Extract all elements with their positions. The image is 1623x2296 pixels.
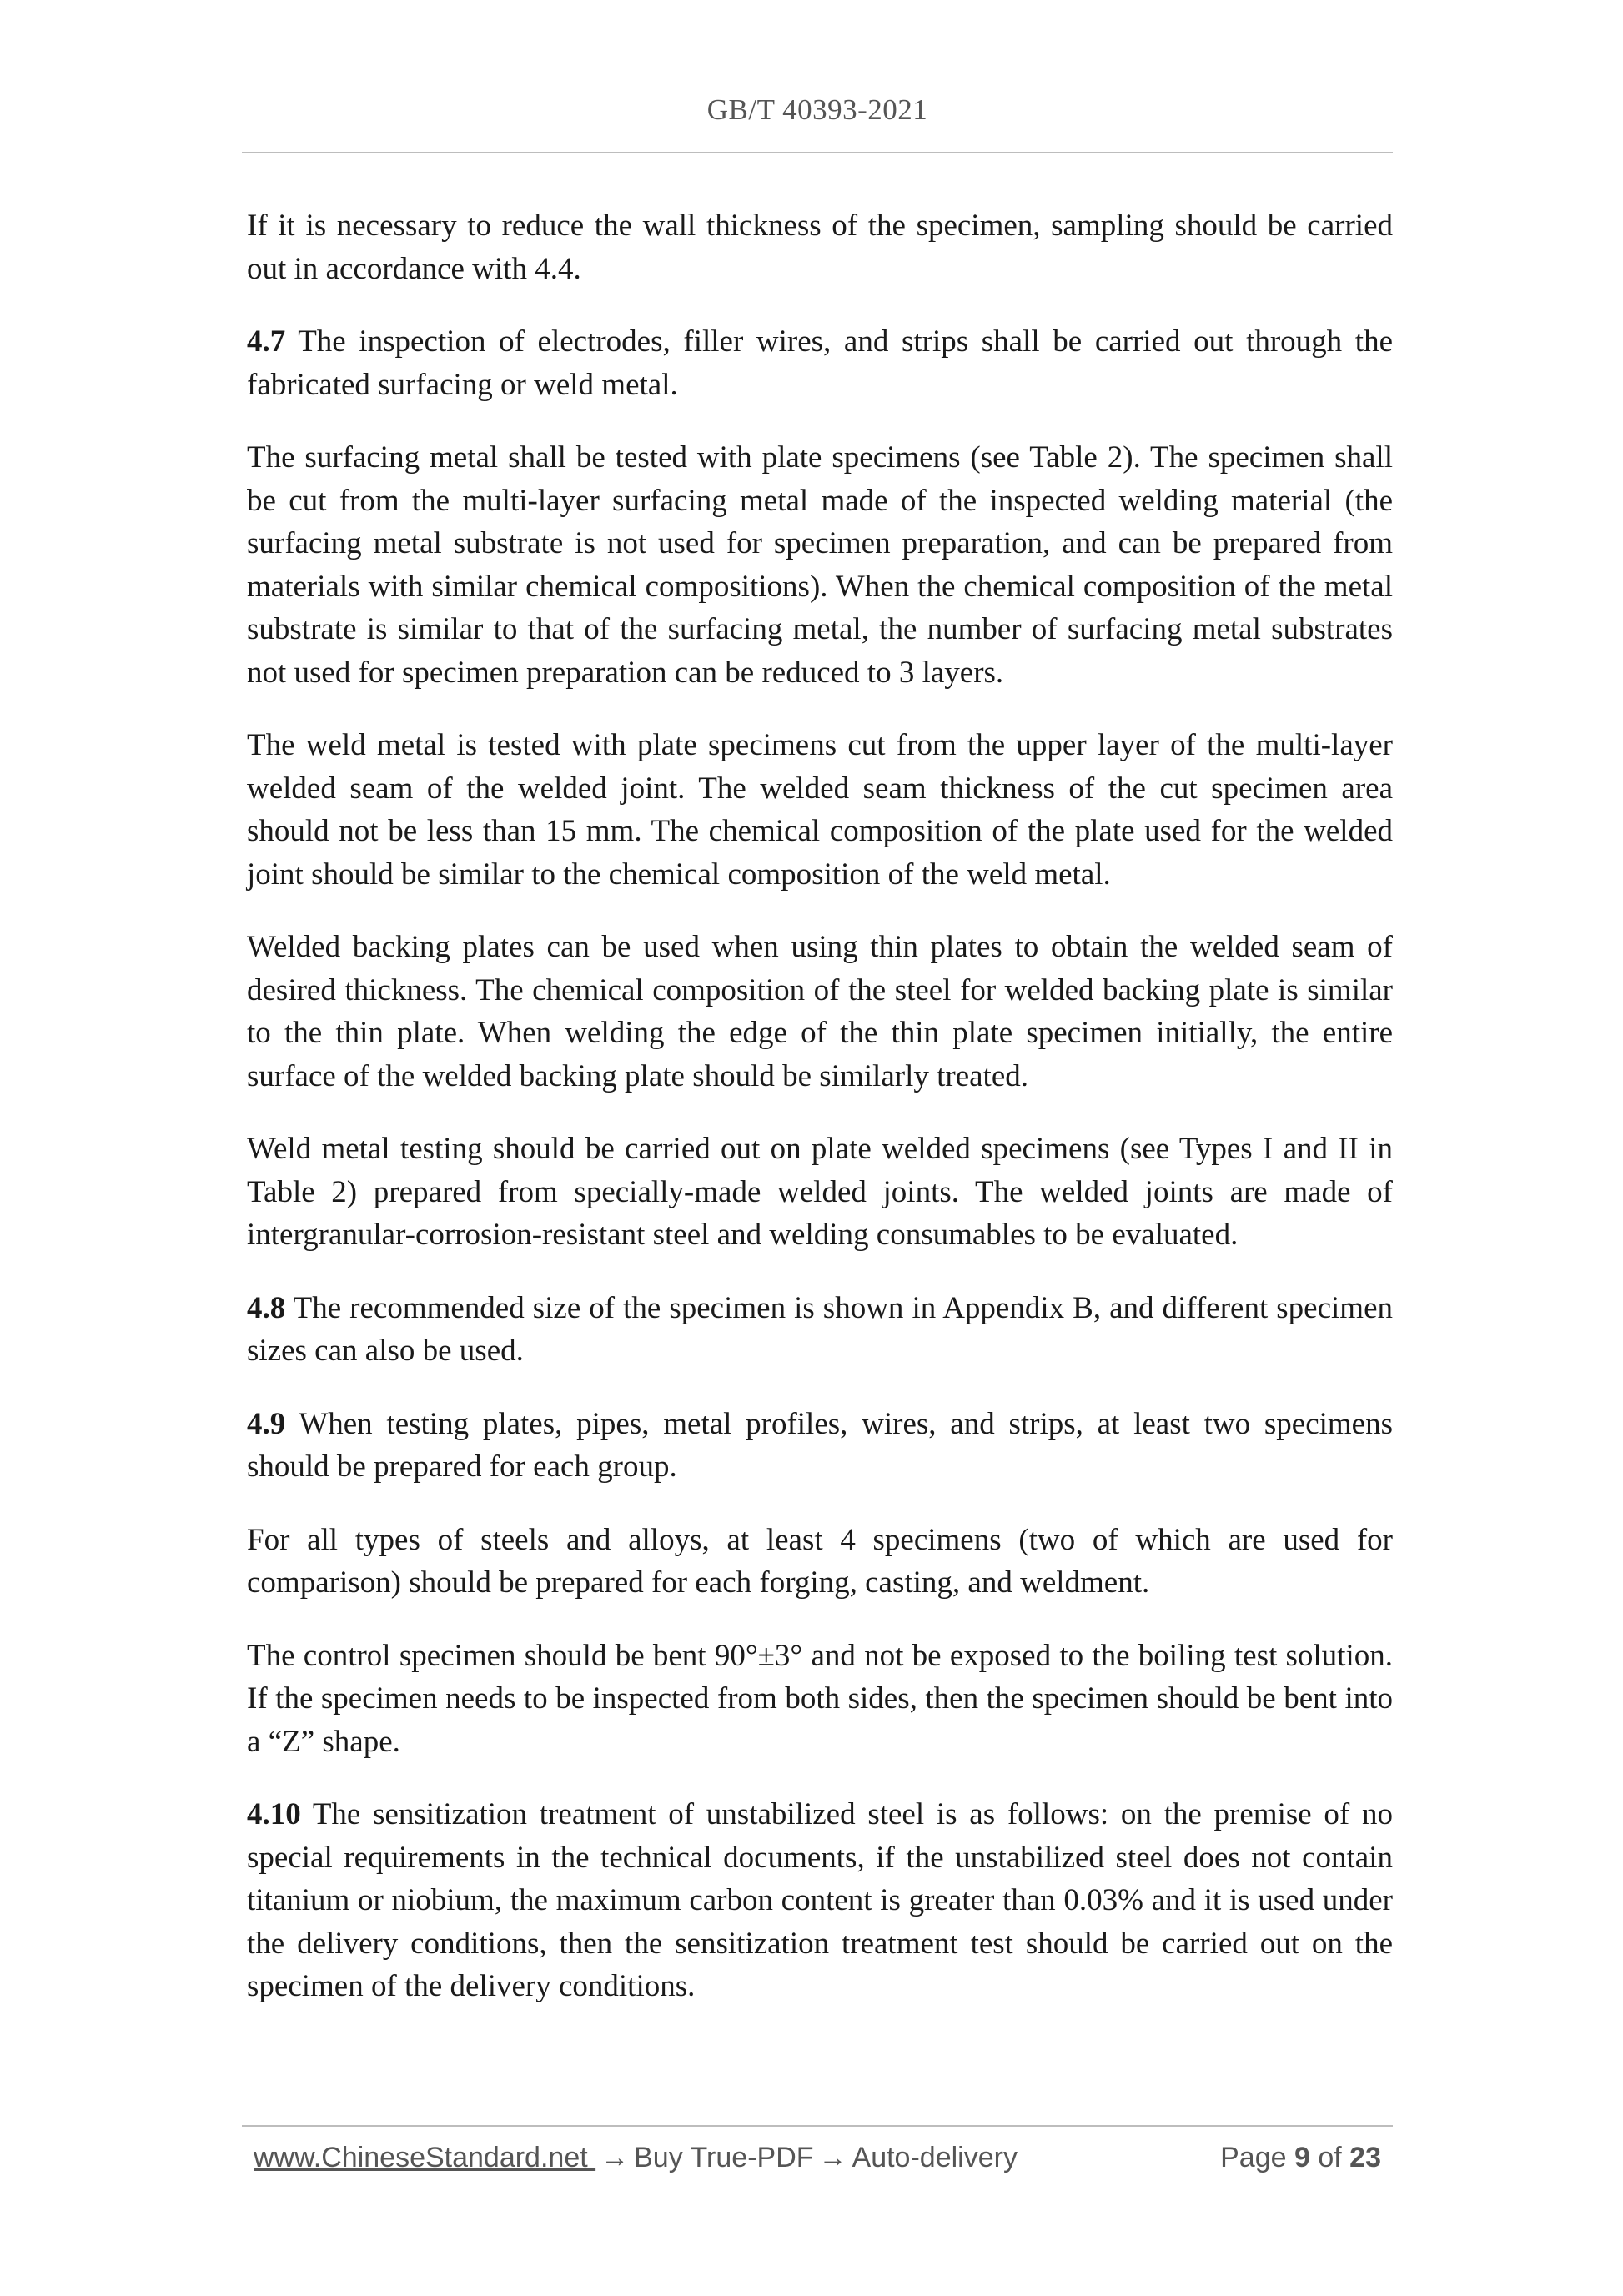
- footer-promo: [254, 2142, 1018, 2174]
- paragraph: [247, 1519, 1393, 1605]
- of-label: of: [1318, 2142, 1342, 2173]
- paragraph-text: Weld metal testing should be carried out on plate welded specimens (see Types I and II in Table 2) prepared from specially-made welded joints. The welded joints are made of intergranular-corrosion-resistant steel and welding consumables to be evaluated.: [247, 1132, 1393, 1252]
- paragraph: [247, 1635, 1393, 1764]
- section-number: 4.7: [247, 324, 286, 359]
- paragraph: [247, 1287, 1393, 1373]
- paragraph-text: The surfacing metal shall be tested with plate specimens (see Table 2). The specimen shall be cut from the multi-layer surfacing metal made of the inspected welding material (the surfacing metal substrate is not used for specimen preparation, and can be prepared from materials with similar chemical compositions). When the chemical composition of the metal substrate is similar to that of the surfacing metal, the number of surfacing metal substrates not used for specimen preparation can be reduced to 3 layers.: [247, 440, 1393, 690]
- buy-pdf-text: Buy True-PDF: [634, 2142, 814, 2173]
- paragraph-text: The control specimen should be bent 90°±3° and not be exposed to the boiling test solution. If the specimen needs to be inspected from both sides, then the specimen should be bent into a “Z” shape.: [247, 1638, 1393, 1759]
- total-page-number: 23: [1349, 2142, 1381, 2173]
- arrow-right-icon: →: [818, 2142, 847, 2173]
- paragraph: [247, 926, 1393, 1098]
- auto-delivery-text: Auto-delivery: [852, 2142, 1018, 2173]
- paragraph: [247, 436, 1393, 694]
- paragraph-text: The inspection of electrodes, filler wires, and strips shall be carried out through the fabricated surfacing or weld metal.: [247, 324, 1393, 402]
- page-indicator: [1220, 2142, 1381, 2174]
- paragraph-text: When testing plates, pipes, metal profiles, wires, and strips, at least two specimens should be prepared for each group.: [247, 1406, 1393, 1484]
- header-divider: [242, 152, 1393, 153]
- document-body: [247, 204, 1393, 2038]
- paragraph-text: The recommended size of the specimen is shown in Appendix B, and different specimen sizes can also be used.: [247, 1290, 1393, 1368]
- paragraph: [247, 320, 1393, 406]
- page-header: GB/T 40393-2021: [706, 93, 928, 126]
- footer-divider: [242, 2125, 1393, 2127]
- paragraph: [247, 724, 1393, 896]
- current-page-number: 9: [1294, 2142, 1310, 2173]
- paragraph-text: The sensitization treatment of unstabilized steel is as follows: on the premise of no special requirements in the technical documents, if the unstabilized steel does not contain titanium or niobium, the maximum carbon content is greater than 0.03% and it is used under the delivery conditions, then the sensitization treatment test should be carried out on the specimen of the delivery conditions.: [247, 1797, 1393, 2003]
- paragraph-text: For all types of steels and alloys, at least 4 specimens (two of which are used for comparison) should be prepared for each forging, casting, and weldment.: [247, 1522, 1393, 1600]
- section-number: 4.9: [247, 1406, 286, 1441]
- paragraph-text: The weld metal is tested with plate specimens cut from the upper layer of the multi-layer welded seam of the welded joint. The welded seam thickness of the cut specimen area should not be less than 15 mm. The chemical composition of the plate used for the welded joint should be similar to the chemical composition of the weld metal.: [247, 728, 1393, 892]
- section-number: 4.10: [247, 1797, 301, 1831]
- website-link[interactable]: www.ChineseStandard.net: [254, 2142, 596, 2173]
- paragraph: [247, 1793, 1393, 2008]
- paragraph: [247, 204, 1393, 290]
- arrow-right-icon: →: [600, 2142, 630, 2173]
- paragraph-text: Welded backing plates can be used when using thin plates to obtain the welded seam of desired thickness. The chemical composition of the steel for welded backing plate is similar to the thin plate. When welding the edge of the thin plate specimen initially, the entire surface of the welded backing plate should be similarly treated.: [247, 930, 1393, 1093]
- paragraph: [247, 1403, 1393, 1489]
- paragraph: [247, 1128, 1393, 1257]
- paragraph-text: If it is necessary to reduce the wall thickness of the specimen, sampling should be carried out in accordance with 4.4.: [247, 208, 1393, 286]
- section-number: 4.8: [247, 1290, 286, 1325]
- page-label: Page: [1220, 2142, 1287, 2173]
